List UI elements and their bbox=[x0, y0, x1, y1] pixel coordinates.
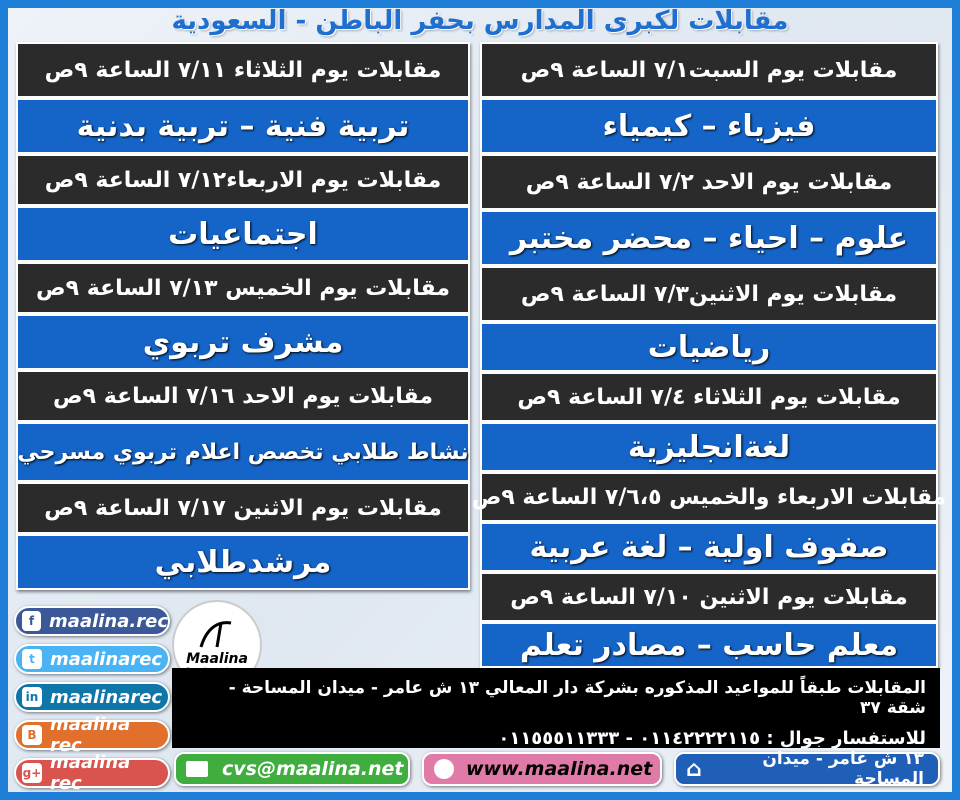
interview-date-bar: مقابلات يوم الاثنين ٧/١٧ الساعة ٩ص bbox=[16, 482, 470, 534]
interview-date-bar: مقابلات يوم الخميس ٧/١٣ الساعة ٩ص bbox=[16, 262, 470, 314]
social-label: maalinarec bbox=[50, 686, 163, 708]
social-link-linkedin[interactable] bbox=[14, 682, 170, 712]
page-title: مقابلات لكبرى المدارس بحفر الباطن - السعودية bbox=[171, 6, 789, 36]
subject-banner: معلم حاسب – مصادر تعلم bbox=[480, 622, 938, 668]
interview-date-bar: مقابلات يوم الثلاثاء ٧/١١ الساعة ٩ص bbox=[16, 42, 470, 98]
interview-date-bar: مقابلات يوم الاحد ٧/١٦ الساعة ٩ص bbox=[16, 370, 470, 422]
info-banner bbox=[172, 668, 940, 748]
address-text: ١٣ ش عامر - ميدان المساحة bbox=[762, 749, 924, 789]
social-link-googleplus[interactable] bbox=[14, 752, 170, 794]
subject-banner: مشرف تربوي bbox=[16, 314, 470, 370]
subject-banner: مرشدطلابي bbox=[16, 534, 470, 590]
social-link-blogger[interactable] bbox=[14, 714, 170, 756]
googleplus-icon: g+ bbox=[22, 763, 42, 783]
home-icon: ⌂ bbox=[686, 756, 702, 782]
interview-date-bar: مقابلات يوم الاثنين٧/٣ الساعة ٩ص bbox=[480, 266, 938, 322]
social-link-twitter[interactable] bbox=[14, 644, 170, 674]
social-label: maalina rec bbox=[49, 752, 131, 794]
interview-date-bar: مقابلات يوم الثلاثاء ٧/٤ الساعة ٩ص bbox=[480, 372, 938, 422]
email-icon bbox=[186, 761, 208, 777]
interview-date-bar: مقابلات يوم السبت٧/١ الساعة ٩ص bbox=[480, 42, 938, 98]
linkedin-icon: in bbox=[22, 687, 42, 707]
social-link-facebook[interactable] bbox=[14, 606, 170, 636]
interview-date-bar: مقابلات يوم الاثنين ٧/١٠ الساعة ٩ص bbox=[480, 572, 938, 622]
website-link[interactable] bbox=[422, 752, 662, 786]
interview-date-bar: مقابلات يوم الاحد ٧/٢ الساعة ٩ص bbox=[480, 154, 938, 210]
email-link[interactable] bbox=[174, 752, 410, 786]
website-text: www.maalina.net bbox=[466, 758, 653, 780]
interview-location-text: المقابلات طبقاً للمواعيد المذكوره بشركة دار المعالي ١٣ ش عامر - ميدان المساحة - شقة ٣٧ bbox=[228, 678, 926, 718]
subject-banner: نشاط طلابي تخصص اعلام تربوي مسرحي bbox=[16, 422, 470, 482]
subject-banner: علوم – احياء – محضر مختبر bbox=[480, 210, 938, 266]
interview-date-bar: مقابلات الاربعاء والخميس ٧/٦،٥ الساعة ٩ص bbox=[480, 472, 938, 522]
subject-banner: صفوف اولية – لغة عربية bbox=[480, 522, 938, 572]
logo-mark-icon bbox=[197, 617, 237, 651]
contact-phone-text: للاستفسار جوال : ٠١١٤٢٢٢٢١١٥ - ٠١١٥٥٥١١٣٣٣ bbox=[498, 728, 926, 749]
social-label: maalina rec bbox=[49, 714, 131, 756]
logo-name: Maalina bbox=[186, 650, 248, 667]
social-label: maalinarec bbox=[50, 648, 163, 670]
facebook-icon: f bbox=[22, 611, 41, 631]
subject-banner: لغةانجليزية bbox=[480, 422, 938, 472]
subject-banner: تربية فنية – تربية بدنية bbox=[16, 98, 470, 154]
subject-banner: اجتماعيات bbox=[16, 206, 470, 262]
interview-date-bar: مقابلات يوم الاربعاء٧/١٢ الساعة ٩ص bbox=[16, 154, 470, 206]
twitter-icon: t bbox=[22, 649, 42, 669]
subject-banner: رياضيات bbox=[480, 322, 938, 372]
email-text: cvs@maalina.net bbox=[222, 758, 404, 780]
globe-icon bbox=[434, 759, 454, 779]
blogger-icon: B bbox=[22, 725, 42, 745]
address-link[interactable] bbox=[674, 749, 940, 789]
subject-banner: فيزياء – كيمياء bbox=[480, 98, 938, 154]
social-label: maalina.rec bbox=[49, 610, 168, 632]
